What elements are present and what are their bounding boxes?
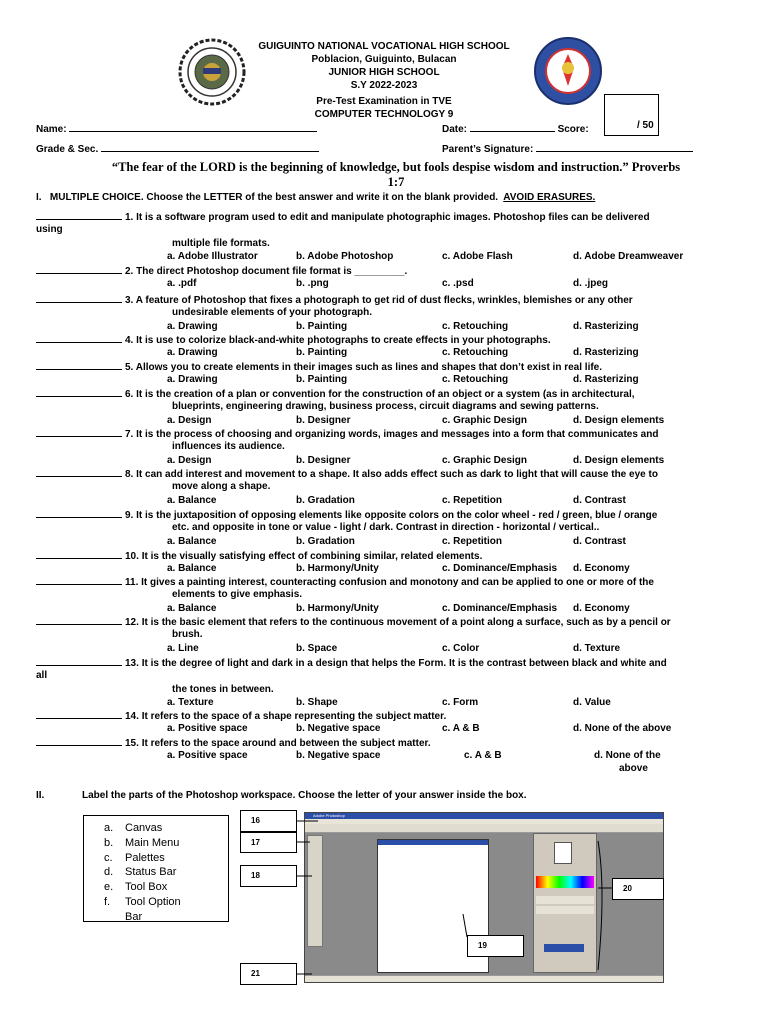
exam-title: Pre-Test Examination in TVE: [316, 96, 452, 107]
question-text: It is the process of choosing and organizing words, images and messages into a form that communicates and: [136, 429, 659, 440]
option-d[interactable]: d. Design elements: [573, 454, 665, 466]
option-b[interactable]: b. Painting: [296, 347, 348, 359]
part1-text: MULTIPLE CHOICE. Choose the LETTER of the best answer and write it on the blank provided.: [49, 192, 499, 203]
option-c[interactable]: c. Graphic Design: [442, 454, 528, 466]
question-number: 15.: [125, 738, 139, 749]
question-number: 11.: [125, 577, 139, 588]
question-number: 7.: [125, 429, 134, 440]
option-b[interactable]: b. .png: [296, 278, 329, 290]
option-b[interactable]: b. Painting: [296, 374, 348, 386]
signature-label: Parent’s Signature:: [442, 144, 534, 155]
option-c[interactable]: c. Form: [442, 696, 479, 708]
option-d[interactable]: d. Design elements: [573, 414, 665, 426]
option-c[interactable]: c. Retouching: [442, 320, 509, 332]
score-label: Score:: [557, 124, 589, 135]
option-a[interactable]: a. .pdf: [167, 278, 197, 290]
question-continuation: etc. and opposite in tone or value - light / dark. Contrast in direction - horizontal / vertical..: [172, 522, 600, 534]
option-a[interactable]: a. Drawing: [167, 347, 218, 359]
choice-c: c. Palettes: [104, 852, 165, 864]
label-box-21[interactable]: 21: [240, 963, 297, 985]
ps-title-bar: Adobe Photoshop: [305, 813, 663, 819]
option-d[interactable]: d. Contrast: [573, 494, 626, 506]
question-text: It can add interest and movement to a shape. It also adds effect such as dark to light that will cause the eye to: [136, 469, 658, 480]
option-d[interactable]: d. .jpeg: [573, 278, 608, 290]
option-b[interactable]: b. Shape: [296, 696, 338, 708]
school-year: S.Y 2022-2023: [350, 80, 418, 91]
option-c[interactable]: c. Repetition: [442, 535, 503, 547]
score-value: / 50: [637, 120, 654, 131]
option-b[interactable]: b. Negative space: [296, 723, 381, 735]
label-box-18[interactable]: 18: [240, 865, 297, 887]
question-text: It is the basic element that refers to the continuous movement of a point along a surface, such as by a pencil or: [141, 617, 671, 628]
option-a[interactable]: a. Balance: [167, 535, 217, 547]
option-d[interactable]: d. Texture: [573, 642, 621, 654]
option-c[interactable]: c. Dominance/Emphasis: [442, 563, 558, 575]
question-continuation: brush.: [172, 629, 203, 641]
question-text: It is use to colorize black-and-white photographs to create effects in your photographs.: [136, 335, 551, 346]
option-a[interactable]: a. Drawing: [167, 374, 218, 386]
option-c[interactable]: c. Color: [442, 642, 480, 654]
option-b[interactable]: b. Gradation: [296, 535, 355, 547]
option-c[interactable]: c. Graphic Design: [442, 414, 528, 426]
option-b[interactable]: b. Negative space: [296, 750, 381, 762]
option-d[interactable]: d. Rasterizing: [573, 374, 639, 386]
option-a[interactable]: a. Design: [167, 414, 212, 426]
question-text: The direct Photoshop document file format is _________.: [136, 266, 408, 277]
option-d[interactable]: d. Economy: [573, 563, 630, 575]
date-label: Date:: [442, 124, 468, 135]
option-d[interactable]: d. Adobe Dreamweaver: [573, 250, 684, 262]
school-address: Poblacion, Guiguinto, Bulacan: [311, 54, 457, 65]
question-text: It is the visually satisfying effect of combining similar, related elements.: [141, 551, 483, 562]
option-c[interactable]: c. .psd: [442, 278, 474, 290]
option-a[interactable]: a. Drawing: [167, 320, 218, 332]
question-text: A feature of Photoshop that fixes a photograph to get rid of dust flecks, wrinkles, blemishes or any other: [135, 295, 633, 306]
verse-line-2: 1:7: [387, 175, 405, 189]
option-a[interactable]: a. Positive space: [167, 750, 248, 762]
option-b[interactable]: b. Adobe Photoshop: [296, 250, 394, 262]
choice-f: f. Tool Option: [104, 896, 181, 908]
school-name: GUIGUINTO NATIONAL VOCATIONAL HIGH SCHOOL: [258, 41, 510, 52]
question-text: It is the creation of a plan or convention for the construction of an object or a system (as in architectural,: [136, 389, 635, 400]
option-d[interactable]: d. None of the: [594, 750, 661, 762]
part2-text: Label the parts of the Photoshop workspace. Choose the letter of your answer inside the box.: [82, 790, 527, 801]
option-a[interactable]: a. Balance: [167, 494, 217, 506]
question-number: 2.: [125, 266, 134, 277]
question-number: 13.: [125, 658, 139, 669]
option-d[interactable]: d. Contrast: [573, 535, 626, 547]
question-number: 6.: [125, 389, 134, 400]
option-d-cont[interactable]: above: [619, 763, 648, 775]
option-c[interactable]: c. Adobe Flash: [442, 250, 513, 262]
option-b[interactable]: b. Harmony/Unity: [296, 563, 379, 575]
question-continuation: using: [36, 224, 63, 236]
part1-number: I.: [36, 192, 42, 203]
option-b[interactable]: b. Painting: [296, 320, 348, 332]
option-a[interactable]: a. Texture: [167, 696, 214, 708]
question-number: 10.: [125, 551, 139, 562]
option-b[interactable]: b. Gradation: [296, 494, 355, 506]
option-d[interactable]: d. None of the above: [573, 723, 672, 735]
label-box-19[interactable]: 19: [467, 935, 524, 957]
choice-f-cont: Bar: [125, 911, 143, 923]
question-number: 4.: [125, 335, 134, 346]
verse-line-1: “The fear of the LORD is the beginning of knowledge, but fools despise wisdom and instruction.” Proverbs: [111, 160, 681, 174]
option-d[interactable]: d. Economy: [573, 602, 630, 614]
question-number: 8.: [125, 469, 134, 480]
option-c[interactable]: c. Repetition: [442, 494, 503, 506]
name-label: Name:: [36, 124, 67, 135]
option-b[interactable]: b. Space: [296, 642, 338, 654]
option-c[interactable]: c. A & B: [464, 750, 502, 762]
option-c[interactable]: c. Dominance/Emphasis: [442, 602, 558, 614]
label-box-20[interactable]: 20: [612, 878, 664, 900]
question-number: 5.: [125, 362, 134, 373]
option-c[interactable]: c. Retouching: [442, 347, 509, 359]
label-box-16[interactable]: 16: [240, 810, 297, 832]
choice-e: e. Tool Box: [104, 881, 168, 893]
part2-number: II.: [36, 790, 45, 801]
option-a[interactable]: a. Balance: [167, 602, 217, 614]
option-b[interactable]: b. Harmony/Unity: [296, 602, 379, 614]
question-text: It is the degree of light and dark in a design that helps the Form. It is the contrast between black and white and: [141, 658, 667, 669]
option-a[interactable]: a. Design: [167, 454, 212, 466]
option-c[interactable]: c. A & B: [442, 723, 480, 735]
option-d[interactable]: d. Value: [573, 696, 611, 708]
question-continuation: multiple file formats.: [172, 237, 270, 249]
option-b[interactable]: b. Designer: [296, 414, 351, 426]
question-continuation: elements to give emphasis.: [172, 589, 303, 601]
grade-label: Grade & Sec.: [36, 144, 99, 155]
question-text: It is the juxtaposition of opposing elements like opposite colors on the color wheel - red / green, blue / orange: [136, 510, 658, 521]
question-number: 3.: [125, 295, 134, 306]
question-number: 12.: [125, 617, 139, 628]
question-text: It refers to the space of a shape representing the subject matter.: [141, 711, 447, 722]
label-box-17[interactable]: 17: [240, 832, 297, 853]
part1-emphasis: AVOID ERASURES.: [503, 192, 596, 203]
question-continuation: influences its audience.: [172, 441, 285, 453]
choice-a: a. Canvas: [104, 822, 163, 834]
question-text: It is a software program used to edit and manipulate photographic images. Photoshop files can be delivered: [136, 212, 650, 223]
option-a[interactable]: a. Adobe Illustrator: [167, 250, 258, 262]
option-a[interactable]: a. Balance: [167, 563, 217, 575]
question-continuation: blueprints, engineering drawing, business process, circuit diagrams and sewing patterns.: [172, 401, 599, 413]
question-text: It refers to the space around and between the subject matter.: [141, 738, 431, 749]
question-number: 14.: [125, 711, 139, 722]
choice-b: b. Main Menu: [104, 837, 180, 849]
question-number: 9.: [125, 510, 134, 521]
option-a[interactable]: a. Line: [167, 642, 199, 654]
option-a[interactable]: a. Positive space: [167, 723, 248, 735]
option-d[interactable]: d. Rasterizing: [573, 347, 639, 359]
subject-title: COMPUTER TECHNOLOGY 9: [314, 109, 454, 120]
question-text: It gives a painting interest, counteracting confusion and monotony and can be applied to one or more of the: [141, 577, 654, 588]
question-continuation: the tones in between.: [172, 683, 274, 695]
choice-d: d. Status Bar: [104, 866, 177, 878]
option-d[interactable]: d. Rasterizing: [573, 320, 639, 332]
school-level: JUNIOR HIGH SCHOOL: [328, 67, 440, 78]
option-b[interactable]: b. Designer: [296, 454, 351, 466]
question-continuation: all: [36, 670, 48, 682]
option-c[interactable]: c. Retouching: [442, 374, 509, 386]
question-continuation: move along a shape.: [172, 481, 271, 493]
question-continuation: undesirable elements of your photograph.: [172, 307, 373, 319]
question-number: 1.: [125, 212, 134, 223]
question-text: Allows you to create elements in their images such as lines and shapes that don’t exist in real life.: [135, 362, 603, 373]
